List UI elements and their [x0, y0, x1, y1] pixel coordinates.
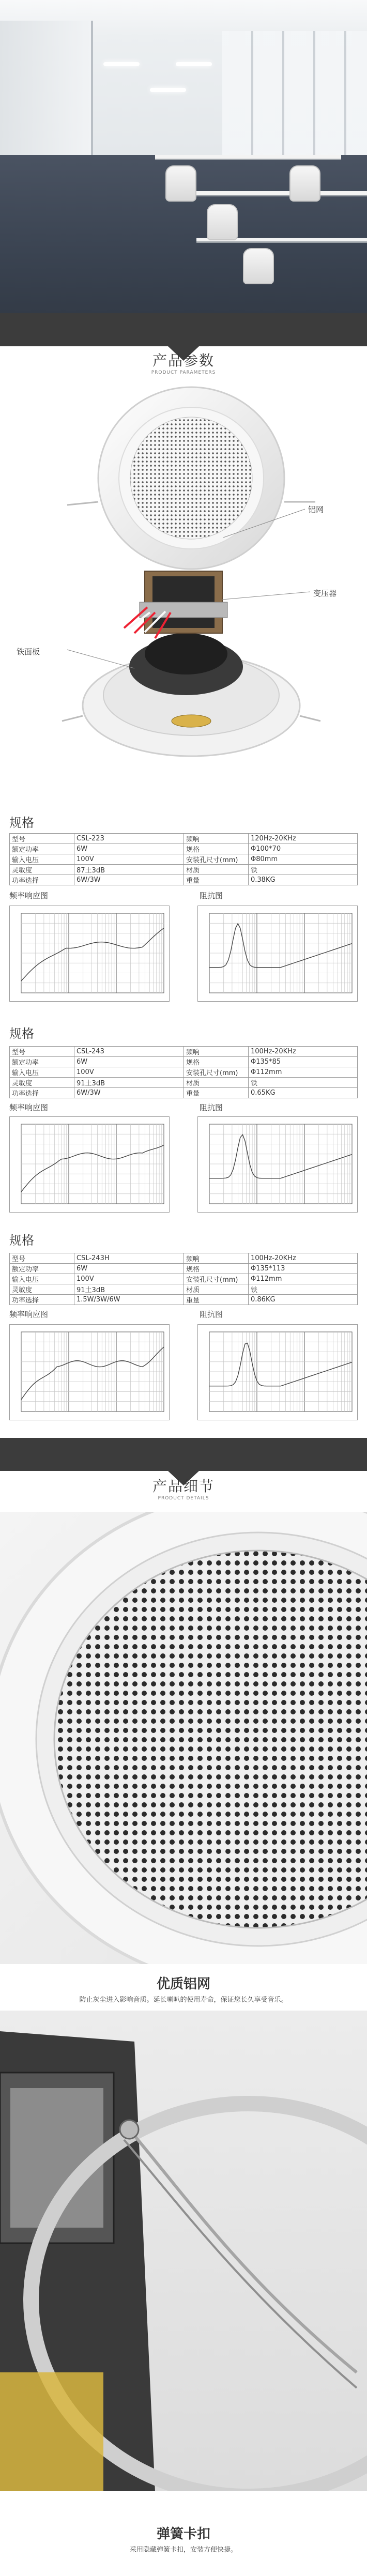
table-row — [10, 1067, 358, 1078]
glass-partition — [0, 21, 93, 176]
spec-heading: 规格 — [9, 1026, 34, 1041]
table-row — [10, 1253, 358, 1264]
table-row — [10, 1284, 358, 1295]
table-cell: 功率选择 — [10, 1295, 74, 1305]
table-cell: 重量 — [184, 1295, 249, 1305]
details-subtitle: PRODUCT DETAILS — [158, 1496, 209, 1501]
details-banner — [0, 1438, 367, 1471]
table-cell: 型号 — [10, 1047, 74, 1057]
impedance-label: 阻抗图 — [200, 1103, 223, 1112]
table-cell: 6W — [74, 844, 184, 854]
office-chair — [289, 165, 320, 202]
office-chair — [243, 248, 274, 284]
table-cell: Φ135*113 — [249, 1264, 358, 1274]
office-window — [222, 31, 367, 165]
table-cell: CSL-223 — [74, 834, 184, 844]
table-cell: Φ80mm — [249, 854, 358, 865]
table-cell: 输入电压 — [10, 1274, 74, 1284]
table-cell: 频响 — [184, 1047, 249, 1057]
label-transformer: 变压器 — [313, 589, 337, 598]
table-cell: 额定功率 — [10, 1264, 74, 1274]
spec-heading: 规格 — [9, 1233, 34, 1248]
details-title: 产品细节 — [152, 1478, 215, 1495]
spec-table — [9, 1253, 358, 1305]
table-row — [10, 1057, 358, 1067]
table-cell: 灵敏度 — [10, 1284, 74, 1295]
params-title: 产品参数 — [152, 352, 215, 369]
table-cell: 频响 — [184, 834, 249, 844]
table-cell: 100Hz-20KHz — [249, 1047, 358, 1057]
spring-clip-photo — [0, 2011, 367, 2491]
freq-response-graph — [9, 906, 170, 1002]
table-cell: 100V — [74, 854, 184, 865]
feature-text: 采用隐藏弹簧卡扣，安装方便快捷。 — [129, 2546, 237, 2554]
speaker-diagram — [0, 385, 367, 809]
table-cell: 灵敏度 — [10, 865, 74, 875]
table-row — [10, 854, 358, 865]
table-cell: 规格 — [184, 844, 249, 854]
table-row — [10, 844, 358, 854]
ceiling-light — [176, 62, 212, 66]
table-cell: CSL-243H — [74, 1253, 184, 1264]
table-cell: 额定功率 — [10, 844, 74, 854]
feature-text: 防止灰尘进入影响音质。延长喇叭的使用寿命，保证您长久享受音乐。 — [79, 1996, 288, 2004]
spec-heading: 规格 — [9, 816, 34, 830]
table-cell: Φ100*70 — [249, 844, 358, 854]
impedance-graph — [197, 906, 358, 1002]
feature-title: 优质铝网 — [156, 1976, 210, 1992]
table-cell: 型号 — [10, 834, 74, 844]
label-grille: 铝网 — [308, 505, 324, 514]
freq-response-graph — [9, 1324, 170, 1420]
impedance-curve — [209, 1134, 352, 1178]
table-cell: 安装孔尺寸(mm) — [184, 1274, 249, 1284]
table-row — [10, 1047, 358, 1057]
spec-table — [9, 833, 358, 885]
table-cell: 规格 — [184, 1057, 249, 1067]
table-cell: 功率选择 — [10, 1088, 74, 1098]
table-cell: 6W — [74, 1264, 184, 1274]
table-cell: 1.5W/3W/6W — [74, 1295, 184, 1305]
table-cell: 6W — [74, 1057, 184, 1067]
table-cell: 型号 — [10, 1253, 74, 1264]
table-cell: 额定功率 — [10, 1057, 74, 1067]
impedance-plot — [198, 906, 357, 1001]
table-row — [10, 1078, 358, 1088]
feature-title: 弹簧卡扣 — [156, 2526, 210, 2542]
impedance-graph — [197, 1324, 358, 1420]
table-cell: 材质 — [184, 865, 249, 875]
impedance-plot — [198, 1325, 357, 1420]
impedance-plot — [198, 1117, 357, 1212]
table-cell: 材质 — [184, 1078, 249, 1088]
params-subtitle: PRODUCT PARAMETERS — [151, 370, 216, 375]
table-cell: Φ135*85 — [249, 1057, 358, 1067]
table-cell: 规格 — [184, 1264, 249, 1274]
freq-response-plot — [10, 1325, 169, 1420]
table-cell: 100V — [74, 1274, 184, 1284]
table-cell: Φ112mm — [249, 1067, 358, 1078]
freq-response-label: 频率响应图 — [9, 891, 49, 900]
ceiling-light — [150, 88, 186, 92]
table-cell: 输入电压 — [10, 854, 74, 865]
table-cell: 0.38KG — [249, 875, 358, 885]
table-cell: 91土3dB — [74, 1078, 184, 1088]
params-banner — [0, 313, 367, 346]
table-cell: 频响 — [184, 1253, 249, 1264]
table-cell: 安装孔尺寸(mm) — [184, 1067, 249, 1078]
desk — [155, 155, 341, 160]
spec-table — [9, 1046, 358, 1098]
table-cell: Φ112mm — [249, 1274, 358, 1284]
ceiling-light — [103, 62, 140, 66]
impedance-label: 阻抗图 — [200, 891, 223, 900]
table-cell: 安装孔尺寸(mm) — [184, 854, 249, 865]
table-cell: 材质 — [184, 1284, 249, 1295]
table-cell: 铁 — [249, 1078, 358, 1088]
table-row — [10, 875, 358, 885]
table-cell: 重量 — [184, 875, 249, 885]
table-cell: 100Hz-20KHz — [249, 1253, 358, 1264]
table-cell: 91土3dB — [74, 1284, 184, 1295]
freq-response-curve — [21, 1145, 164, 1192]
table-cell: 灵敏度 — [10, 1078, 74, 1088]
freq-response-plot — [10, 1117, 169, 1212]
table-row — [10, 834, 358, 844]
table-cell: 铁 — [249, 865, 358, 875]
desk — [176, 191, 367, 196]
impedance-curve — [209, 924, 352, 968]
table-row — [10, 865, 358, 875]
impedance-curve — [209, 1343, 352, 1386]
table-cell: 0.86KG — [249, 1295, 358, 1305]
table-cell: 120Hz-20KHz — [249, 834, 358, 844]
freq-response-graph — [9, 1116, 170, 1213]
table-cell: 100V — [74, 1067, 184, 1078]
table-row — [10, 1295, 358, 1305]
office-chair — [207, 204, 238, 240]
impedance-graph — [197, 1116, 358, 1213]
table-row — [10, 1274, 358, 1284]
impedance-label: 阻抗图 — [200, 1310, 223, 1319]
freq-response-label: 频率响应图 — [9, 1103, 49, 1112]
table-row — [10, 1264, 358, 1274]
label-bracket: 铁面板 — [17, 647, 40, 656]
table-cell: 87土3dB — [74, 865, 184, 875]
table-cell: 重量 — [184, 1088, 249, 1098]
hero-office-photo — [0, 0, 367, 313]
table-cell: 6W/3W — [74, 1088, 184, 1098]
table-cell: CSL-243 — [74, 1047, 184, 1057]
grille-closeup-photo — [0, 1512, 367, 1964]
table-cell: 铁 — [249, 1284, 358, 1295]
office-chair — [165, 165, 196, 202]
table-row — [10, 1088, 358, 1098]
table-cell: 输入电压 — [10, 1067, 74, 1078]
freq-response-plot — [10, 906, 169, 1001]
freq-response-label: 频率响应图 — [9, 1310, 49, 1319]
table-cell: 功率选择 — [10, 875, 74, 885]
table-cell: 0.65KG — [249, 1088, 358, 1098]
table-cell: 6W/3W — [74, 875, 184, 885]
